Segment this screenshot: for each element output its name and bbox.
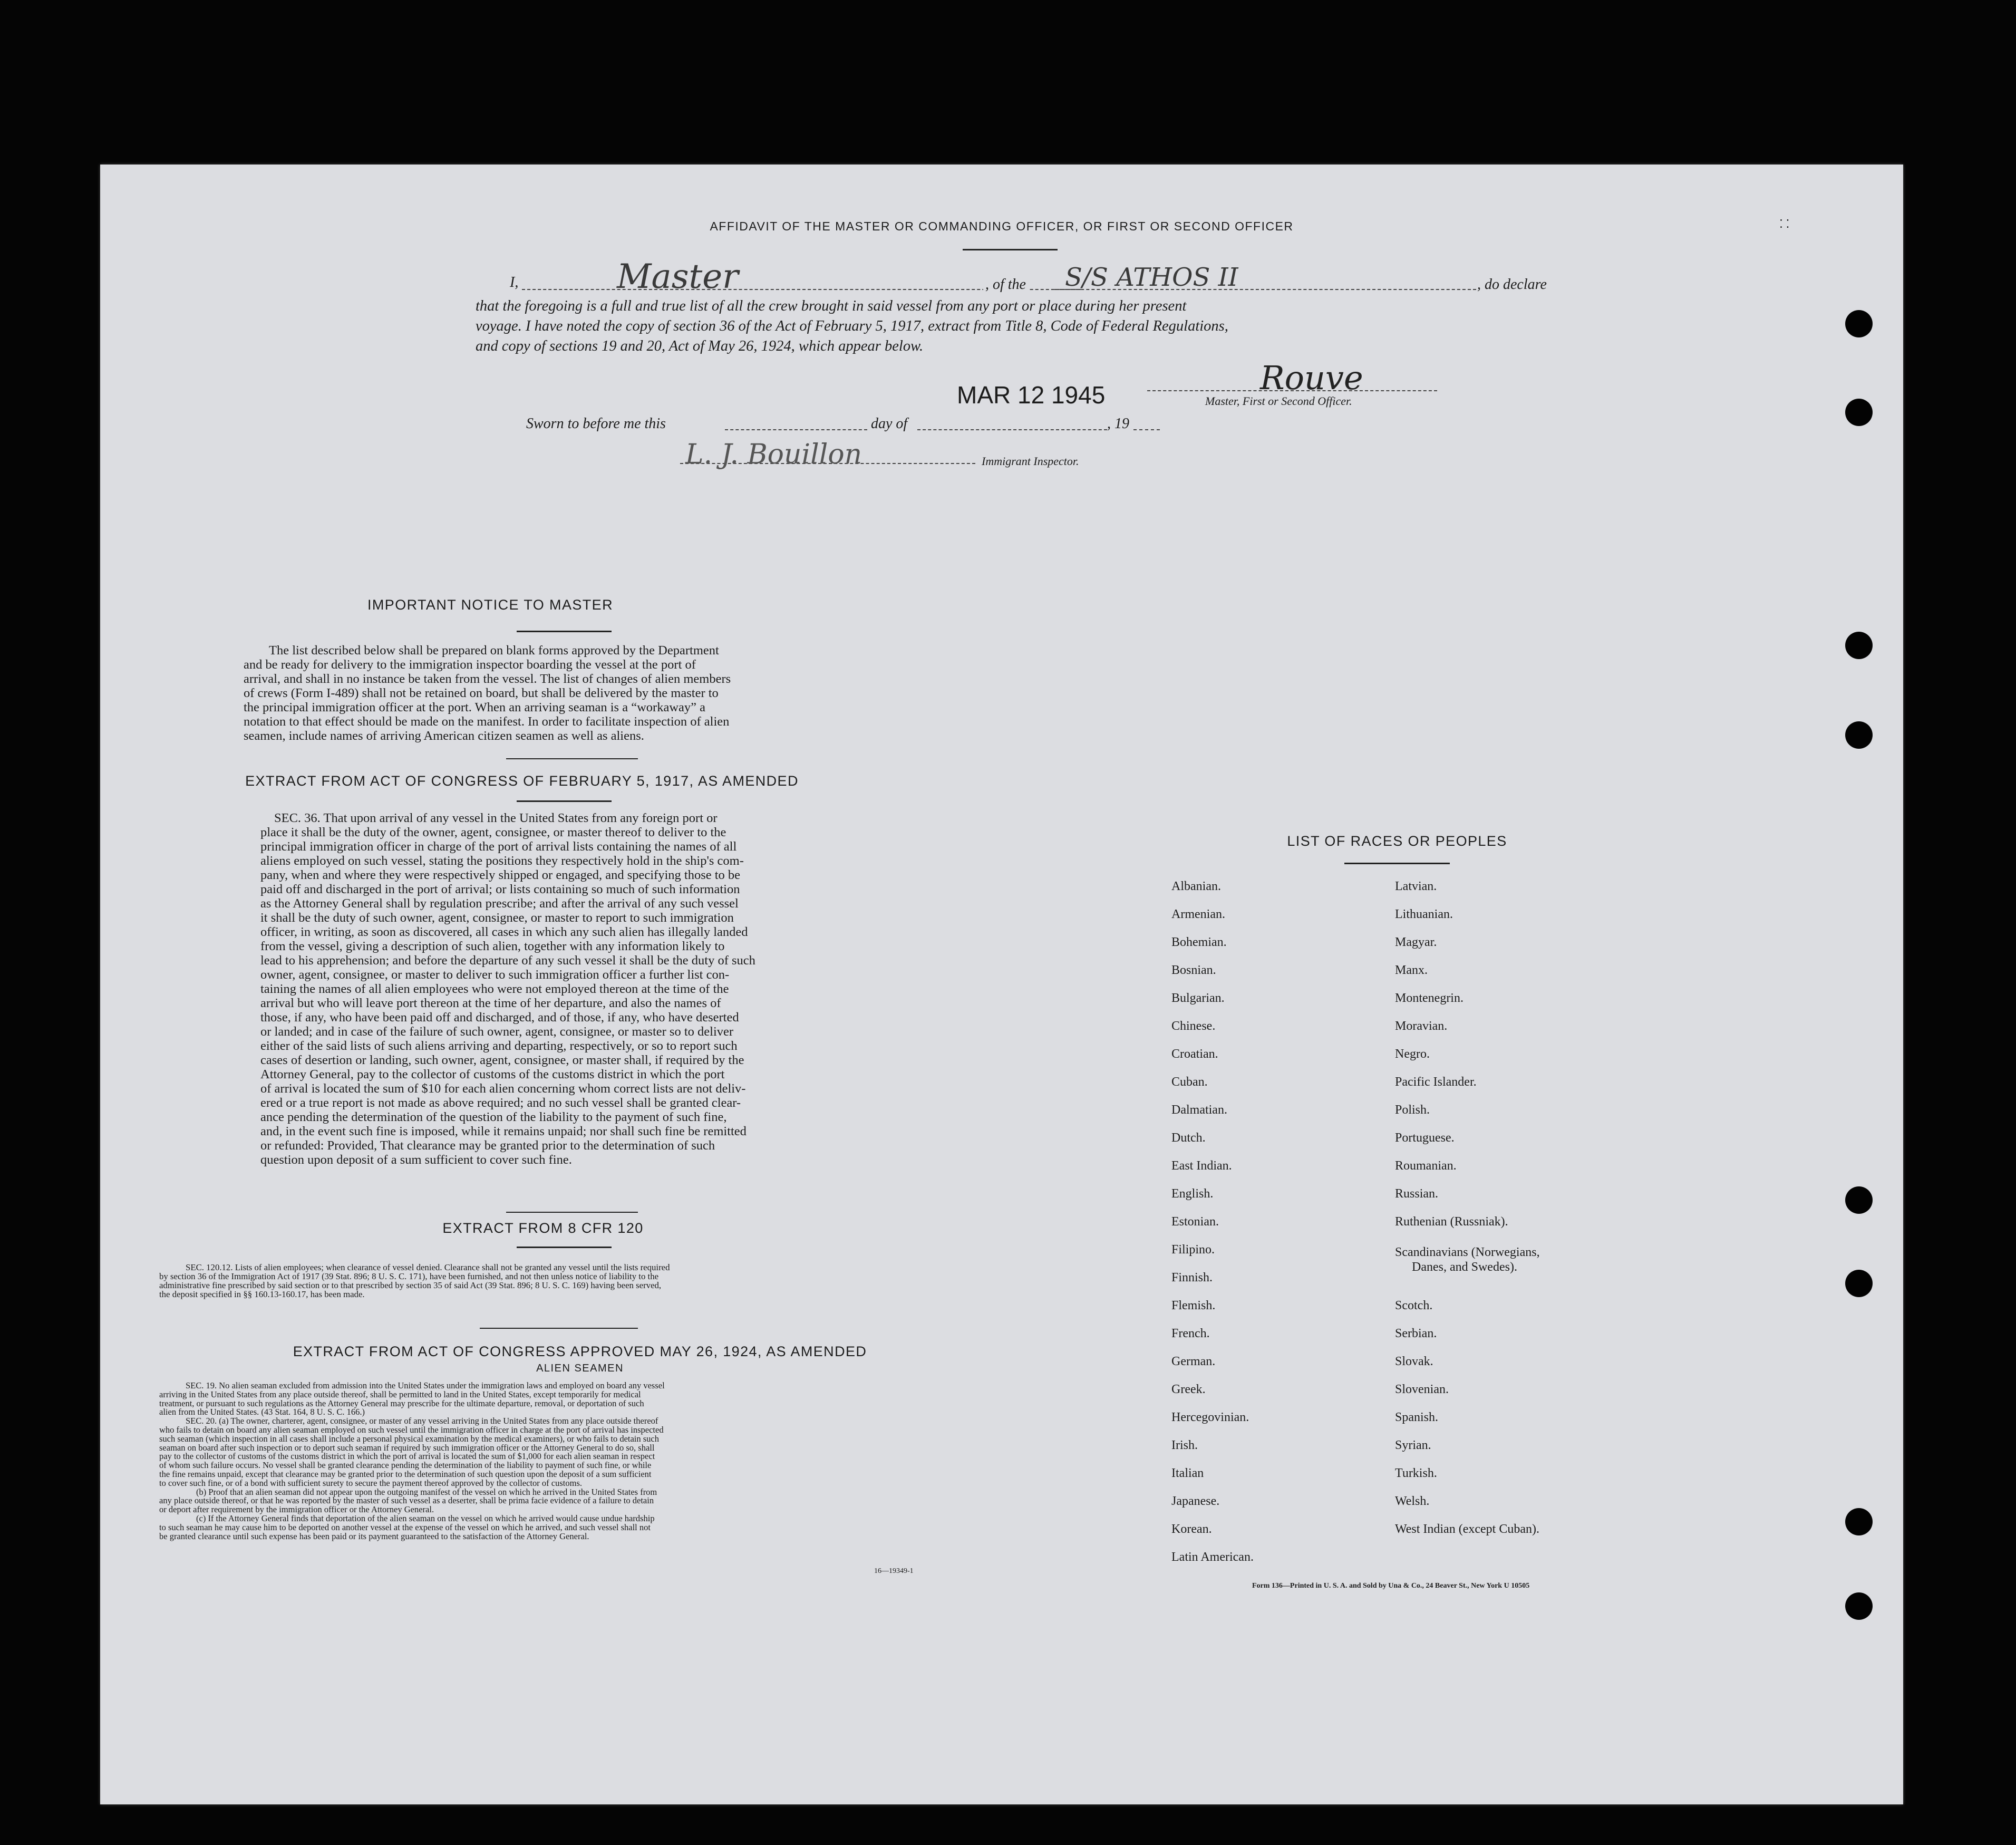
day-of-label: day of bbox=[871, 416, 908, 432]
race-right: Latvian. bbox=[1395, 880, 1437, 893]
extract-1917-line: or refunded: Provided, That clearance may be granted prior to the determination of such bbox=[260, 1138, 715, 1153]
race-right: Roumanian. bbox=[1395, 1159, 1457, 1173]
year-label: , 19 bbox=[1107, 416, 1129, 432]
punch-hole bbox=[1845, 1592, 1873, 1620]
date-stamp: MAR 12 1945 bbox=[957, 381, 1106, 409]
extract-1917-line: and, in the event such fine is imposed, while it remains unpaid; nor shall such fine be remitted bbox=[260, 1124, 747, 1138]
race-right: Spanish. bbox=[1395, 1411, 1439, 1424]
race-right: Danes, and Swedes). bbox=[1412, 1260, 1517, 1274]
extract-1917-line: of arrival is located the sum of $10 for each alien concerning whom correct lists are not deliv- bbox=[260, 1081, 746, 1096]
extract-1917-line: SEC. 36. That upon arrival of any vessel in the United States from any foreign port or bbox=[274, 811, 718, 825]
extract-1917-text bbox=[260, 811, 893, 1167]
race-left: Latin American. bbox=[1171, 1550, 1254, 1564]
extract-1924-line: to cover such fine, or of a bond with sufficient surety to secure the payment thereof approved by the collector of customs. bbox=[159, 1477, 582, 1488]
extract-cfr-line: by section 36 of the Immigration Act of 1917 (39 Stat. 896; 8 U. S. C. 171), have been furnished, and not then unless notice of liability to the bbox=[159, 1271, 659, 1281]
notice-line: of crews (Form I-489) shall not be retained on board, but shall be delivered by the master to bbox=[244, 686, 719, 700]
notice-line: The list described below shall be prepared on blank forms approved by the Department bbox=[269, 643, 719, 658]
race-left: Greek. bbox=[1171, 1383, 1206, 1396]
notice-line: the principal immigration officer at the port. When an arriving seaman is a “workaway” a bbox=[244, 700, 706, 714]
race-left: Bulgarian. bbox=[1171, 991, 1225, 1005]
extract-1917-line: taining the names of all alien employees who were not employed thereon at the time of the bbox=[260, 982, 729, 996]
race-right: Pacific Islander. bbox=[1395, 1075, 1477, 1089]
race-right: Welsh. bbox=[1395, 1494, 1430, 1508]
race-right: Slovenian. bbox=[1395, 1383, 1449, 1396]
extract-1917-line: officer, in writing, as soon as discovered, all cases in which any such alien has illegally landed bbox=[260, 925, 748, 939]
extract-1917-line: Attorney General, pay to the collector of customs of the customs district in which the port bbox=[260, 1067, 725, 1081]
race-right: Ruthenian (Russniak). bbox=[1395, 1215, 1508, 1229]
extract-1917-line: cases of desertion or landing, such owner, agent, consignee, or master shall, if required by the bbox=[260, 1053, 744, 1067]
race-right: Negro. bbox=[1395, 1047, 1430, 1061]
notice-line: arrival, and shall in no instance be taken from the vessel. The list of changes of alien members bbox=[244, 672, 731, 686]
punch-hole bbox=[1845, 310, 1873, 337]
race-left: Armenian. bbox=[1171, 907, 1225, 921]
vessel-handwritten: S/S ATHOS II bbox=[1065, 263, 1238, 292]
affidavit-text-line: voyage. I have noted the copy of section 36 of the Act of February 5, 1917, extract from Title 8, Code of Federal Regulations, bbox=[476, 318, 1228, 334]
extract-1917-line: place it shall be the duty of the owner, agent, consignee, or master thereof to deliver to the bbox=[260, 825, 726, 839]
sworn-label: Sworn to before me this bbox=[526, 416, 666, 432]
extract-1917-line: ance pending the determination of the question of the liability to the payment of such fine, bbox=[260, 1110, 727, 1124]
punch-hole bbox=[1845, 399, 1873, 426]
race-left: East Indian. bbox=[1171, 1159, 1232, 1173]
month-dotted-line bbox=[917, 429, 1107, 430]
affidavit-text-line: that the foregoing is a full and true list of all the crew brought in said vessel from any port or place during her present bbox=[476, 298, 1187, 314]
race-right: Syrian. bbox=[1395, 1438, 1431, 1452]
affidavit-text bbox=[476, 296, 1228, 356]
extract-1917-line: ered or a true report is not made as above required; and no such vessel shall be granted clear- bbox=[260, 1096, 741, 1110]
form-code: 16—19349-1 bbox=[874, 1567, 914, 1575]
race-left: Cuban. bbox=[1171, 1075, 1208, 1089]
extract-cfr-title: EXTRACT FROM 8 CFR 120 bbox=[442, 1220, 644, 1236]
extract-1917-line: owner, agent, consignee, or master to deliver to such immigration officer a further list con- bbox=[260, 968, 730, 982]
inspector-label: Immigrant Inspector. bbox=[982, 455, 1079, 468]
officer-label: Master, First or Second Officer. bbox=[1205, 394, 1352, 408]
extract-1917-line: paid off and discharged in the port of arrival; or lists containing so much of such information bbox=[260, 882, 740, 896]
extract-1917-line: principal immigration officer in charge of the port of arrival lists containing the names of all bbox=[260, 839, 737, 854]
extract-1924-line: who fails to detain on board any alien seaman employed on such vessel until the immigration officer in charge at the port of arrival has inspected bbox=[159, 1424, 664, 1435]
race-left: Bosnian. bbox=[1171, 963, 1216, 977]
race-right: Montenegrin. bbox=[1395, 991, 1463, 1005]
races-title: LIST OF RACES OR PEOPLES bbox=[1287, 833, 1507, 849]
stray-mark: ⁚ ⁚ bbox=[1779, 217, 1790, 230]
race-left: Dutch. bbox=[1171, 1131, 1206, 1145]
extract-1924-line: arriving in the United States from any place outside thereof, shall be permitted to land in the United States, except temporarily for medical bbox=[159, 1389, 641, 1399]
race-right: Magyar. bbox=[1395, 935, 1437, 949]
extract-cfr-text bbox=[159, 1263, 1029, 1299]
extract-1924-line: to such seaman he may cause him to be deported on another vessel at the expense of the vessel on which he arrived, and such vessel shall not bbox=[159, 1522, 651, 1532]
extract-1924-line: (b) Proof that an alien seaman did not appear upon the outgoing manifest of the vessel on which he arrived in the United States from bbox=[196, 1486, 657, 1497]
extract-1917-line: question upon deposit of a sum sufficient to cover such fine. bbox=[260, 1153, 572, 1167]
race-left: Japanese. bbox=[1171, 1494, 1220, 1508]
punch-hole bbox=[1845, 1270, 1873, 1297]
extract-1924-line: any place outside thereof, or that he was reported by the master of such vessel as a deserter, shall be prima facie evidence of a failure to detain bbox=[159, 1495, 654, 1506]
race-right: Turkish. bbox=[1395, 1466, 1437, 1480]
extract-1917-line: arrival but who will leave port thereon at the time of her departure, and also the names of bbox=[260, 996, 721, 1010]
extract-1924-line: (c) If the Attorney General finds that deportation of the alien seaman on the vessel on which he arrived would cause undue hardship bbox=[196, 1513, 655, 1523]
master-handwritten: Master bbox=[617, 257, 739, 296]
extract-1917-line: it shall be the duty of such owner, agent, consignee, or master to report to such immigration bbox=[260, 911, 734, 925]
extract-1924-line: the fine remains unpaid, except that clearance may be granted prior to the determination of such question upon the deposit of a sum sufficient bbox=[159, 1469, 652, 1479]
inspector-signature: L. J. Bouillon bbox=[685, 439, 862, 470]
notice-line: notation to that effect should be made on the manifest. In order to facilitate inspection of alien bbox=[244, 714, 730, 729]
punch-hole bbox=[1845, 1186, 1873, 1214]
extract-1924-line: treatment, or pursuant to such regulations as the Attorney General may prescribe for the ultimate departure, removal, or deportation of such bbox=[159, 1398, 644, 1408]
race-left: Finnish. bbox=[1171, 1271, 1213, 1284]
notice-title: IMPORTANT NOTICE TO MASTER bbox=[367, 597, 613, 613]
extract-1924-line: such seaman (which inspection in all cases shall include a personal physical examination by the medical examiners), or who fails to detain such bbox=[159, 1433, 660, 1444]
extract-1917-line: aliens employed on such vessel, stating the positions they respectively hold in the ship's com- bbox=[260, 854, 744, 868]
affidavit-text-line: and copy of sections 19 and 20, Act of May 26, 1924, which appear below. bbox=[476, 338, 924, 354]
race-left: Chinese. bbox=[1171, 1019, 1216, 1033]
race-left: Bohemian. bbox=[1171, 935, 1227, 949]
extract-1924-line: alien from the United States. (43 Stat. 164, 8 U. S. C. 166.) bbox=[159, 1407, 365, 1417]
extract-1924-line: SEC. 20. (a) The owner, charterer, agent, consignee, or master of any vessel arriving in the United States from any place outside thereof bbox=[186, 1416, 658, 1426]
race-left: Flemish. bbox=[1171, 1299, 1216, 1312]
race-left: English. bbox=[1171, 1187, 1214, 1201]
extract-1924-subtitle: ALIEN SEAMEN bbox=[536, 1363, 624, 1374]
of-the-label: , of the bbox=[983, 276, 1028, 293]
extract-1924-text bbox=[159, 1382, 1029, 1541]
race-right: Polish. bbox=[1395, 1103, 1430, 1117]
year-dotted-line bbox=[1133, 429, 1160, 430]
divider bbox=[1344, 863, 1450, 864]
extract-1917-line: as the Attorney General shall by regulation prescribe; and after the arrival of any such vessel bbox=[260, 896, 739, 911]
divider bbox=[517, 631, 612, 632]
extract-1924-line: seaman on board after such inspection or to deport such seaman if required by such immigration officer or the Attorney General to do so, shall bbox=[159, 1442, 655, 1453]
race-right: Lithuanian. bbox=[1395, 907, 1453, 921]
punch-hole bbox=[1845, 632, 1873, 659]
extract-1917-line: lead to his apprehension; and before the departure of any such vessel it shall be the duty of such bbox=[260, 953, 755, 968]
notice-line: and be ready for delivery to the immigration inspector boarding the vessel at the port of bbox=[244, 658, 696, 672]
extract-1917-line: or landed; and in case of the failure of such owner, agent, consignee, or master so to deliver bbox=[260, 1025, 734, 1039]
extract-cfr-line: the deposit specified in §§ 160.13-160.17, has been made. bbox=[159, 1289, 365, 1299]
race-right: Portuguese. bbox=[1395, 1131, 1455, 1145]
race-left: Italian bbox=[1171, 1466, 1204, 1480]
race-right: Manx. bbox=[1395, 963, 1428, 977]
notice-line: seamen, include names of arriving American citizen seamen as well as aliens. bbox=[244, 729, 644, 743]
extract-1924-line: of whom such failure occurs. No vessel shall be granted clearance pending the determination of the liability to payment of such fine, or while bbox=[159, 1460, 652, 1471]
divider bbox=[517, 1247, 612, 1248]
divider bbox=[517, 800, 612, 802]
extract-1917-line: either of the said lists of such aliens arriving and departing, respectively, or so to report such bbox=[260, 1039, 738, 1053]
race-left: Filipino. bbox=[1171, 1243, 1215, 1257]
race-left: German. bbox=[1171, 1355, 1216, 1368]
extract-1917-title: EXTRACT FROM ACT OF CONGRESS OF FEBRUARY 5, 1917, AS AMENDED bbox=[245, 773, 799, 789]
divider bbox=[506, 758, 638, 759]
race-left: Hercegovinian. bbox=[1171, 1411, 1249, 1424]
divider bbox=[480, 1328, 638, 1329]
extract-cfr-line: SEC. 120.12. Lists of alien employees; when clearance of vessel denied. Clearance shall not be granted any vessel until the lists required bbox=[186, 1262, 670, 1272]
extract-1924-line: or deport after requirement by the immigration officer or the Attorney General. bbox=[159, 1504, 434, 1515]
affidavit-i-label: I, bbox=[510, 274, 519, 291]
extract-1924-title: EXTRACT FROM ACT OF CONGRESS APPROVED MAY 26, 1924, AS AMENDED bbox=[293, 1344, 867, 1359]
officer-signature: Rouve bbox=[1260, 359, 1363, 397]
extract-cfr-line: administrative fine prescribed by said section or to that prescribed by section 35 of said Act (39 Stat. 896; 8 U. S. C. 169) having been served, bbox=[159, 1280, 662, 1290]
document-page bbox=[100, 165, 1903, 1804]
race-right: Serbian. bbox=[1395, 1327, 1437, 1340]
race-right: Moravian. bbox=[1395, 1019, 1448, 1033]
extract-1917-line: pany, when and where they were respectively shipped or engaged, and specifying those to be bbox=[260, 868, 741, 882]
race-left: Dalmatian. bbox=[1171, 1103, 1227, 1117]
race-left: Korean. bbox=[1171, 1522, 1212, 1536]
race-right: Slovak. bbox=[1395, 1355, 1433, 1368]
race-right: Russian. bbox=[1395, 1187, 1439, 1201]
extract-1924-line: SEC. 19. No alien seaman excluded from admission into the United States under the immigration laws and employed on board any vessel bbox=[186, 1380, 665, 1390]
race-right: West Indian (except Cuban). bbox=[1395, 1522, 1539, 1536]
race-left: Albanian. bbox=[1171, 880, 1221, 893]
race-left: Irish. bbox=[1171, 1438, 1198, 1452]
extract-1924-line: pay to the collector of customs of the customs district in which the port of arrival is located the sum of $1,000 for each alien seaman in respect bbox=[159, 1451, 655, 1462]
extract-1917-line: those, if any, who have been paid off and discharged, and of those, if any, who have deserted bbox=[260, 1010, 739, 1025]
affidavit-title: AFFIDAVIT OF THE MASTER OR COMMANDING OFFICER, OR FIRST OR SECOND OFFICER bbox=[710, 219, 1294, 233]
divider bbox=[506, 1212, 638, 1213]
notice-text bbox=[244, 643, 884, 743]
declare-label: , do declare bbox=[1477, 276, 1547, 293]
punch-hole bbox=[1845, 721, 1873, 749]
race-left: Estonian. bbox=[1171, 1215, 1219, 1229]
extract-1924-line: be granted clearance until such expense has been paid or its payment guaranteed to the satisfaction of the Attorney General. bbox=[159, 1531, 589, 1541]
race-left: French. bbox=[1171, 1327, 1210, 1340]
divider bbox=[963, 249, 1058, 250]
race-left: Croatian. bbox=[1171, 1047, 1218, 1061]
extract-1917-line: from the vessel, giving a description of such alien, together with any information likely to bbox=[260, 939, 725, 953]
punch-hole bbox=[1845, 1508, 1873, 1535]
day-dotted-line bbox=[725, 429, 867, 430]
race-right: Scotch. bbox=[1395, 1299, 1433, 1312]
printer-footer: Form 136—Printed in U. S. A. and Sold by Una & Co., 24 Beaver St., New York U 10505 bbox=[1252, 1582, 1530, 1590]
race-right: Scandinavians (Norwegians, bbox=[1395, 1245, 1540, 1259]
